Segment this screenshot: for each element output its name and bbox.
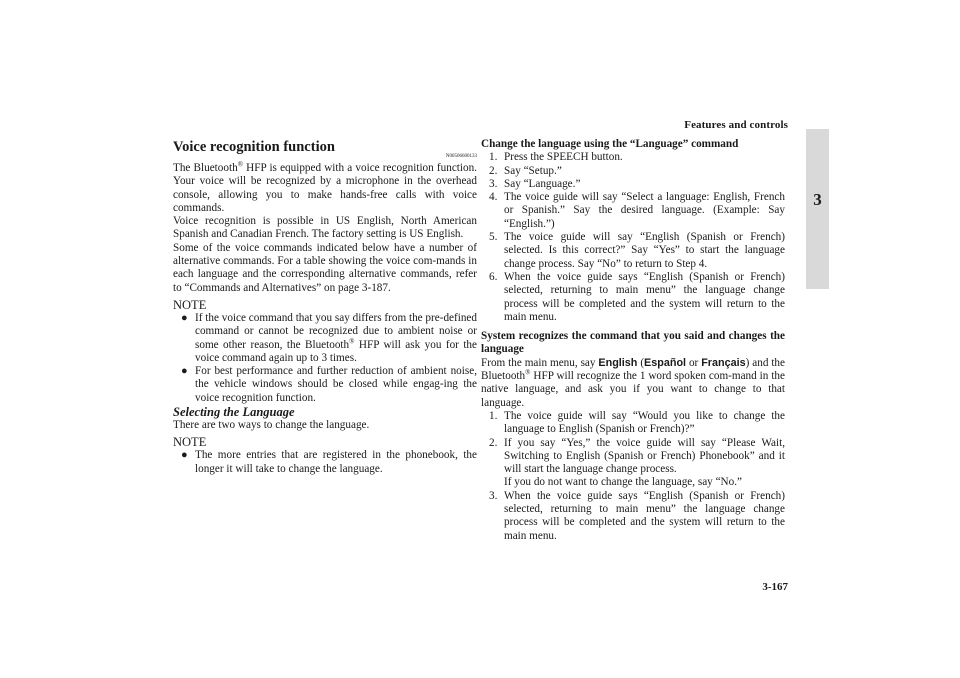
step-number: 2.: [489, 164, 498, 177]
intro-paragraph: [173, 162, 477, 215]
registered-mark: ®: [349, 336, 355, 345]
para-text: (: [637, 356, 645, 369]
note-text-a: If the voice command that you say differs from the pre-defined command or cannot be recognized due to ambient noise or some other reason, the Bluetooth: [195, 311, 477, 351]
step-text: The voice guide will say “Would you like to change the language to English (Spanish or French)?”: [504, 409, 785, 436]
step-item: [489, 410, 785, 437]
subsection-title: Selecting the Language: [173, 405, 295, 420]
note-text: The more entries that are registered in the phonebook, the longer it will take to change the language.: [195, 449, 477, 475]
registered-mark: ®: [525, 368, 531, 377]
note-bullet: [183, 365, 477, 405]
note-bullet: [183, 312, 477, 365]
procedure-heading: Change the language using the “Language” command: [481, 138, 739, 150]
command-francais: Français: [701, 356, 746, 369]
step-item: [489, 490, 785, 543]
step-item: [489, 178, 785, 191]
step-text: Say “Language.”: [504, 177, 581, 190]
step-number: 1.: [489, 409, 498, 422]
chapter-tab: [806, 129, 829, 289]
section-title: Voice recognition function: [173, 139, 335, 155]
command-english: English: [598, 356, 638, 369]
chapter-number: 3: [813, 190, 822, 209]
step-item: [489, 231, 785, 271]
left-column: [173, 138, 477, 476]
bullet-icon: ●: [181, 449, 188, 462]
step-text: When the voice guide says “English (Spanish or French) selected, returning to main menu” the language change process will be completed and the system will return to the main menu.: [504, 270, 785, 323]
step-text: The voice guide will say “English (Spanish or French) selected. Is this correct?” Say “Yes” to start the language change process. Say “No” to return to Step 4.: [504, 231, 785, 270]
step-number: 6.: [489, 270, 498, 283]
step-item: [489, 165, 785, 178]
intro-text-a: The Bluetooth: [173, 162, 238, 174]
steps-list: [481, 151, 785, 324]
step-item: [489, 437, 785, 490]
note-bullet: [183, 449, 477, 476]
step-number: 1.: [489, 151, 498, 164]
procedure-heading: System recognizes the command that you said and changes the language: [481, 330, 785, 356]
para-text: or: [686, 356, 702, 369]
note-label: NOTE: [173, 297, 207, 312]
note-text: For best performance and further reduction of ambient noise, the vehicle windows should be closed while engag-ing the voice recognition function.: [195, 365, 477, 404]
step-text: If you say “Yes,” the voice guide will say “Please Wait, Switching to English (Spanish or French) Phonebook” and it will start the language change process.: [504, 436, 785, 476]
language-paragraph: Voice recognition is possible in US English, North American Spanish and Canadian French. The factory setting is US English.: [173, 215, 477, 241]
step-text: Press the SPEECH button.: [504, 151, 623, 164]
main-menu-paragraph: [481, 357, 785, 410]
para-text: ) and the Bluetooth: [481, 356, 785, 383]
para-text: From the main menu, say: [481, 356, 599, 369]
step-number: 2.: [489, 436, 498, 449]
step-number: 3.: [489, 177, 498, 190]
registered-mark: ®: [237, 160, 244, 169]
step-number: 3.: [489, 489, 498, 502]
note-text-b: HFP will ask you for the voice command again up to 3 times.: [195, 338, 477, 364]
note-label: NOTE: [173, 435, 207, 450]
step-item: [489, 151, 785, 164]
bullet-icon: ●: [181, 365, 188, 378]
document-code: N00506600133: [445, 154, 477, 159]
step-extra-text: If you do not want to change the language, say “No.”: [504, 476, 742, 489]
subsection-paragraph: There are two ways to change the language.: [173, 419, 370, 432]
step-text: The voice guide will say “Select a language: English, French or Spanish.” Say the desired language. (Example: Say “English.”): [504, 191, 785, 230]
running-header: Features and controls: [684, 119, 788, 131]
step-item: [489, 271, 785, 324]
intro-text-b: HFP is equipped with a voice recognition function. Your voice will be recognized by a microphone in the overhead console, allowing you to make hands-free calls with voice commands.: [173, 162, 477, 214]
bullet-icon: ●: [181, 311, 188, 324]
step-item: [489, 191, 785, 231]
para-text: HFP will recognize the 1 word spoken com-mand in the native language, and ask you if you want to change to that language.: [481, 370, 785, 409]
step-number: 4.: [489, 191, 498, 204]
right-column: [481, 138, 785, 543]
step-text: When the voice guide says “English (Spanish or French) selected, returning to main menu” the language change process will be completed and the system will return to the main menu.: [504, 489, 785, 542]
step-text: Say “Setup.”: [504, 164, 562, 177]
page-number: 3-167: [762, 581, 788, 593]
steps-list: [481, 410, 785, 543]
command-espanol: Español: [644, 356, 687, 369]
commands-paragraph: Some of the voice commands indicated below have a number of alternative commands. For a table showing the voice com-mands in each language and the corresponding alternative commands, refer to “Commands and Alternatives” on page 3-187.: [173, 241, 477, 294]
step-number: 5.: [489, 231, 498, 244]
